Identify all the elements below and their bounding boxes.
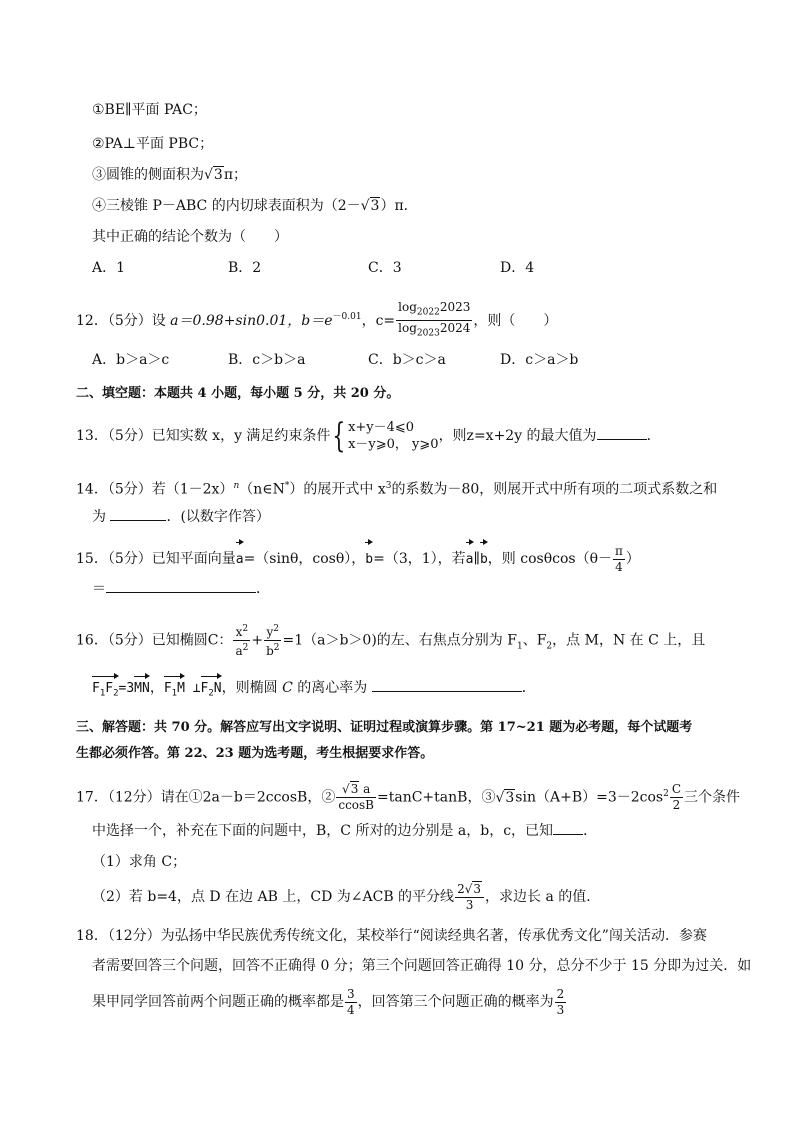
q11-choice-d: D．4 (500, 260, 535, 276)
q17-part-1: （1）求角 C； (92, 854, 187, 870)
q12-choice-d: D．c＞a＞b (500, 352, 579, 368)
q11-statement-3: ③圆锥的侧面积为√3π； (92, 167, 248, 183)
q11-question: 其中正确的结论个数为（ ） (92, 229, 288, 245)
q12-choice-b: B．c＞b＞a (228, 352, 306, 368)
q15-line-2: ＝ ． (92, 578, 270, 599)
q17-part-2: （2）若 b=4，点 D 在边 AB 上，CD 为∠ACB 的平分线 $\frac{2√3}{3}$ ，求边长 a 的值． (92, 881, 601, 912)
q14-line-2: 为 ．(以数字作答） (92, 506, 270, 527)
q17-line-2: 中选择一个，补充在下面的问题中，B，C 所对的边分别是 a，b，c，已知 ． (92, 820, 597, 841)
q15-stem: 15．（5分）已知平面向量a=（sinθ，cosθ），b=（3，1），若a∥b，则 cosθcos（θ－ $\frac{\pi}{4}$ ） (76, 540, 640, 575)
q12-stem: 12．（5分）设 a＝0.98+sin0.01，$b=e^{-0.01}$，c= $\frac{\log_{2022}2023}{\log_{2023}2024}$ ，则（ ） (76, 300, 558, 339)
q18-line-1: 18．（12分）为弘扬中华民族优秀传统文化，某校举行“阅读经典名著，传承优秀文化”闯关活动．参赛 (76, 928, 707, 944)
q18-line-3: 果甲同学回答前两个问题正确的概率都是 $\frac{3}{4}$ ，回答第三个问题正确的概率为 $\frac{2}{3}$ (92, 986, 565, 1017)
section-3-heading-line-1: 三、解答题：共 70 分。解答应写出文字说明、证明过程或演算步骤。第 17~21 题为必考题，每个试题考 (76, 720, 693, 735)
q17-stem: 17．（12分）请在①2a－b＝2ccosB，② $\frac{√3 a}{ccosB}$ =tanC+tanB，$③√3\sin(A+B)=3-2\cos^2$ $\frac{C}{2}$ 三个条件 (76, 782, 741, 813)
q14-stem: 14．（5分）若$(1-2x)^n(n\in N^*)$的展开式中 $x^3$的系数为－80，则展开式中所有项的二项式系数之和 (76, 481, 718, 498)
q11-statement-2: ②PA⊥平面 PBC； (92, 136, 214, 152)
q16-stem: 16．（5分）已知椭圆C： $\frac{x^2}{a^2}$ + $\frac{y^2}{b^2}$ =1（a＞b＞0)的左、右焦点分别为 $F_1$、$F_2$，点 M，N 在 C 上，且 (76, 624, 706, 658)
q13-stem: 13．（5分）已知实数 x，y 满足约束条件{ x+y－4⩽0 x－y⩾0， y⩾0 ，则z=x+2y 的最大值为 ． (76, 416, 661, 456)
section-3-heading-line-2: 生都必须作答。第 22、23 题为选考题，考生根据要求作答。 (76, 746, 434, 761)
q11-statement-1: ①BE∥平面 PAC； (92, 102, 207, 118)
q12-choice-c: C．b＞c＞a (368, 352, 446, 368)
q18-line-2: 者需要回答三个问题，回答不正确得 0 分；第三个问题回答正确得 10 分，总分不少于 15 分即为过关．如 (92, 958, 752, 974)
q11-statement-4: ④三棱锥 P－ABC 的内切球表面积为（2－√3）π． (92, 198, 418, 214)
q12-choice-a: A．b＞a＞c (92, 352, 170, 368)
q11-choice-b: B．2 (228, 260, 262, 276)
q11-choice-a: A．1 (92, 260, 126, 276)
q16-line-2: $F_1F_2=3MN$，$F_1M$ $\perp F_2N$，则椭圆 C 的离心率为 ． (92, 674, 536, 704)
q11-choice-c: C．3 (368, 260, 402, 276)
section-2-heading: 二、填空题：本题共 4 小题，每小题 5 分，共 20 分。 (76, 386, 400, 401)
